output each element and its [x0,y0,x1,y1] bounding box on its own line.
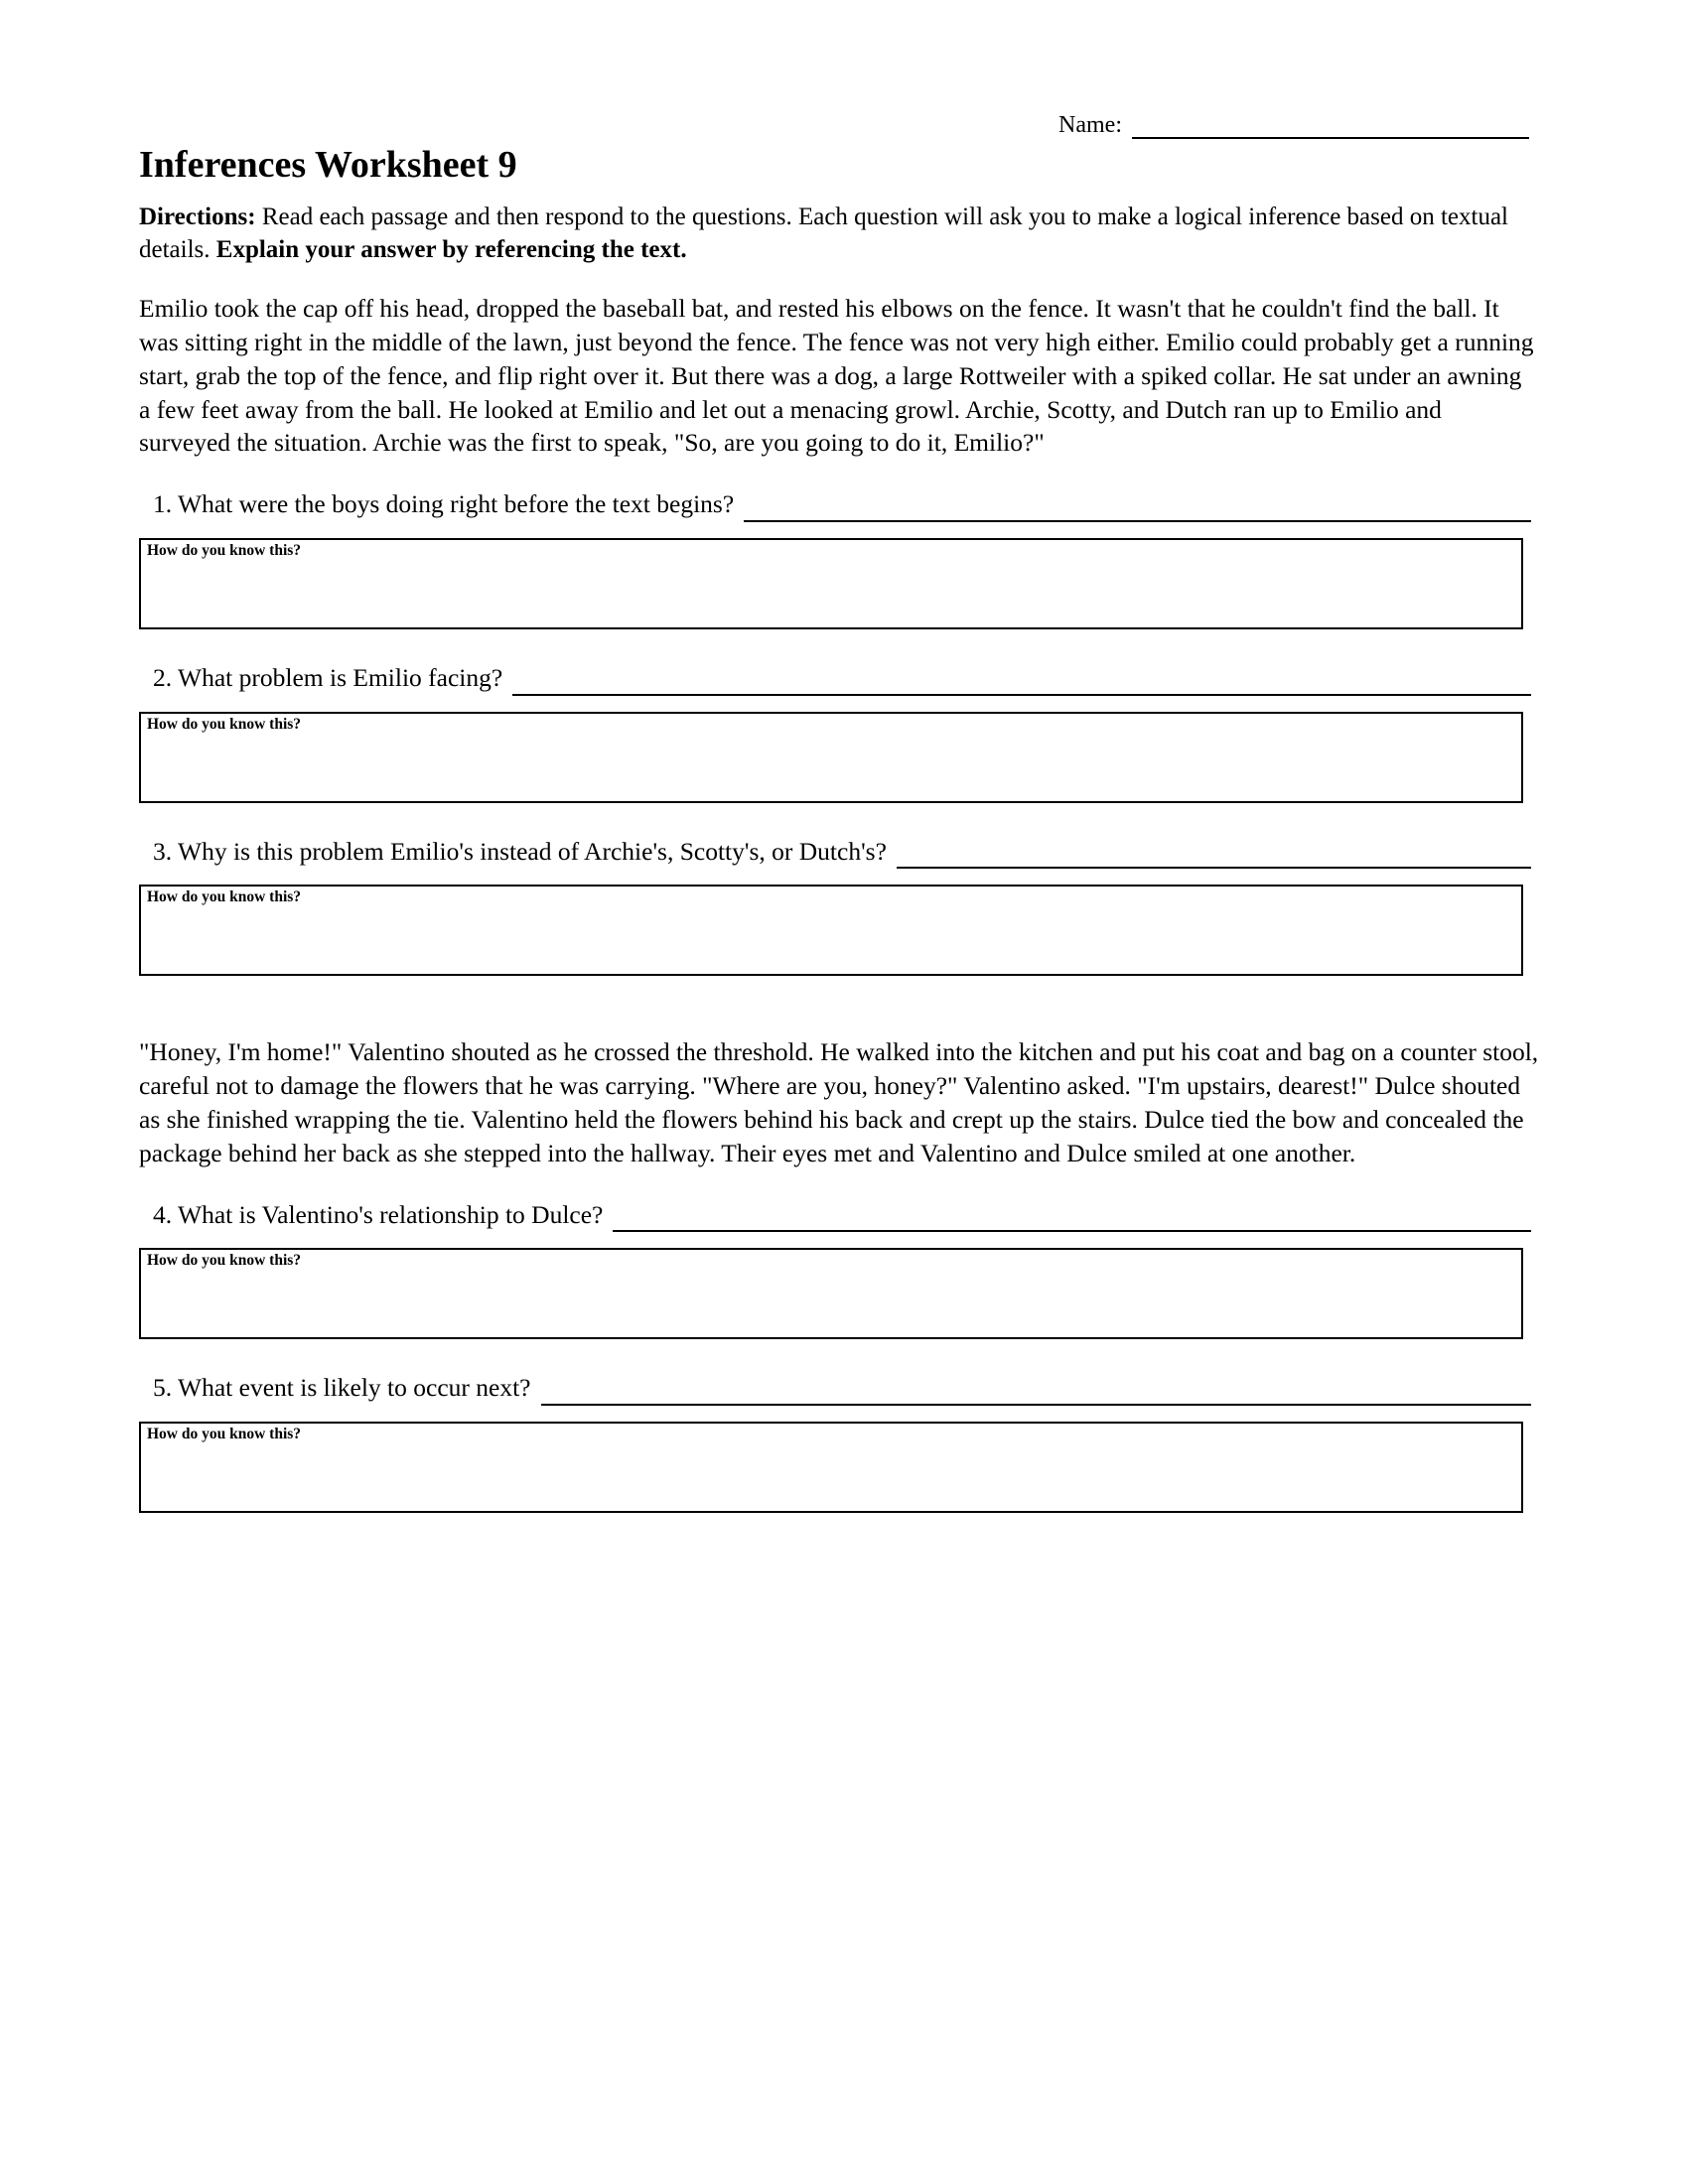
question-4-answer-line[interactable] [613,1210,1531,1232]
name-row [139,99,1539,139]
directions-text: Read each passage and then respond to the questions. Each question will ask you to make a logical inference based on textual details. [139,203,1508,263]
question-2-answer-line[interactable] [512,674,1531,696]
question-1-row [153,489,1539,522]
passage-2: "Honey, I'm home!" Valentino shouted as he crossed the threshold. He walked into the kitchen and put his coat and bag on a counter stool, careful not to damage the flowers that he was carrying. "Where are you, honey?" Valentino asked. "I'm upstairs, dearest!" Dulce shouted as she finished wrapping the tie. Valentino held the flowers behind his back and crept up the stairs. Dulce tied the bow and concealed the package behind her back as she stepped into the hallway. Their eyes met and Valentino and Dulce smiled at one another. [139,1037,1539,1167]
page-title: Inferences Worksheet 9 [139,144,517,186]
question-4-text: 4. What is Valentino's relationship to Dulce? [153,1199,604,1229]
question-1-text: 1. What were the boys doing right before the text begins? [153,489,735,519]
question-3-answer-line[interactable] [897,847,1531,869]
question-5-evidence-box[interactable] [139,1422,1523,1513]
directions-emphasis: Explain your answer by referencing the text. [215,235,687,263]
section-spacer [139,1010,1539,1035]
question-3-text: 3. Why is this problem Emilio's instead of Archie's, Scotty's, or Dutch's? [153,836,887,866]
question-4-evidence-box[interactable] [139,1248,1523,1339]
question-5-answer-line[interactable] [541,1384,1532,1406]
question-5-row [153,1373,1539,1406]
question-1-evidence-label: How do you know this? [147,541,302,559]
question-2-evidence-box[interactable] [139,712,1523,803]
name-input-line[interactable] [1132,115,1529,139]
question-3-row [153,837,1539,870]
question-3-evidence-label: How do you know this? [147,888,302,906]
directions-paragraph [139,201,1539,266]
name-label: Name: [1058,112,1122,138]
question-3-evidence-box[interactable] [139,885,1523,976]
question-5-evidence-label: How do you know this? [147,1425,302,1442]
worksheet-content [139,99,1539,1547]
directions-label: Directions: [139,203,256,230]
question-4-row [153,1200,1539,1233]
question-2-row [153,663,1539,696]
question-4-evidence-label: How do you know this? [147,1252,302,1270]
question-5-text: 5. What event is likely to occur next? [153,1373,531,1403]
question-2-text: 2. What problem is Emilio facing? [153,662,503,692]
passage-1: Emilio took the cap off his head, dropped the baseball bat, and rested his elbows on the fence. It wasn't that he couldn't find the ball. It was sitting right in the middle of the lawn, just beyond the fence. The fence was not very high either. Emilio could probably get a running start, grab the top of the fence, and flip right over it. But there was a dog, a large Rottweiler with a spiked collar. He sat under an awning a few feet away from the ball. He looked at Emilio and let out a menacing growl. Archie, Scotty, and Dutch ran up to Emilio and surveyed the situation. Archie was the first to speak, "So, are you going to do it, Emilio?" [139,293,1534,458]
question-1-evidence-box[interactable] [139,538,1523,629]
question-1-answer-line[interactable] [744,500,1531,522]
question-2-evidence-label: How do you know this? [147,715,302,733]
